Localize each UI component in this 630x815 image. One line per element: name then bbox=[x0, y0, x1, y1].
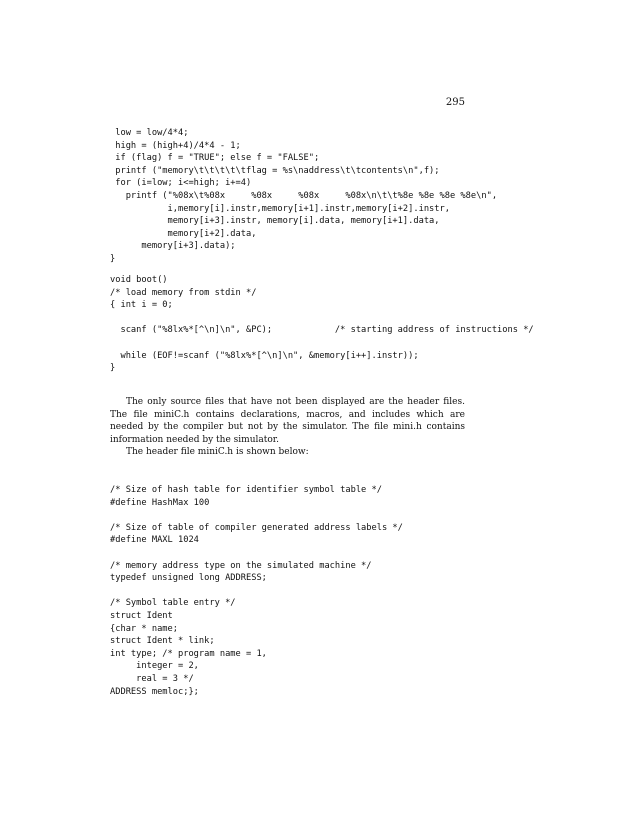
code-line: low = low/4*4; bbox=[110, 128, 189, 138]
code-block-minic-header bbox=[110, 484, 403, 698]
code-line: for (i=low; i<=high; i+=4) bbox=[110, 178, 252, 189]
body-text bbox=[110, 396, 465, 459]
code-line: /* memory address type on the simulated machine */ bbox=[110, 560, 372, 571]
code-line: void boot() bbox=[110, 275, 168, 285]
code-block-dump-memory bbox=[110, 127, 497, 266]
code-line: memory[i+3].instr, memory[i].data, memory[i+1].data, bbox=[110, 216, 440, 227]
paragraph-header-files: The only source files that have not been displayed are the header files. The file miniC.h contains declarations, macros, and includes which are needed by the compiler but not by the simulator. The file mini.h contains information needed by the simulator. bbox=[110, 397, 465, 445]
code-line: /* Symbol table entry */ bbox=[110, 598, 236, 609]
code-line: int type; /* program name = 1, bbox=[110, 648, 267, 659]
code-line: integer = 2, bbox=[110, 661, 199, 672]
code-line: struct Ident bbox=[110, 610, 173, 621]
code-line: printf ("memory\t\t\t\t\tflag = %s\naddress\t\tcontents\n",f); bbox=[110, 165, 440, 176]
code-line: #define MAXL 1024 bbox=[110, 535, 199, 546]
code-line: #define HashMax 100 bbox=[110, 497, 210, 508]
code-line: struct Ident * link; bbox=[110, 636, 215, 647]
code-line: high = (high+4)/4*4 - 1; bbox=[110, 140, 241, 151]
code-line: /* Size of table of compiler generated address labels */ bbox=[110, 522, 403, 533]
code-line bbox=[110, 312, 534, 325]
code-line: i,memory[i].instr,memory[i+1].instr,memory[i+2].instr, bbox=[110, 203, 450, 214]
code-line: /* load memory from stdin */ bbox=[110, 287, 257, 298]
code-line: memory[i+3].data); bbox=[110, 241, 236, 252]
code-block-boot-function bbox=[110, 274, 534, 375]
code-line: ADDRESS memloc;}; bbox=[110, 686, 199, 697]
code-line: { int i = 0; bbox=[110, 300, 173, 311]
code-line: printf ("%08x\t%08x %08x %08x %08x\n\t\t%8e %8e %8e %8e\n", bbox=[110, 190, 498, 201]
code-line bbox=[110, 509, 403, 522]
code-line: real = 3 */ bbox=[110, 673, 194, 684]
code-line: } bbox=[110, 363, 116, 374]
code-line: typedef unsigned long ADDRESS; bbox=[110, 573, 267, 584]
page-number: 295 bbox=[445, 97, 465, 108]
paragraph-minic-intro: The header file miniC.h is shown below: bbox=[126, 447, 309, 458]
code-line: scanf ("%8lx%*[^\n]\n", &PC); /* starting address of instructions */ bbox=[110, 325, 534, 336]
code-line bbox=[110, 547, 403, 560]
code-line: if (flag) f = "TRUE"; else f = "FALSE"; bbox=[110, 153, 320, 164]
code-line bbox=[110, 585, 403, 598]
code-line bbox=[110, 337, 534, 350]
code-line: while (EOF!=scanf ("%8lx%*[^\n]\n", &memory[i++].instr)); bbox=[110, 350, 419, 361]
code-line: /* Size of hash table for identifier symbol table */ bbox=[110, 485, 382, 495]
code-line: memory[i+2].data, bbox=[110, 228, 257, 239]
code-line: } bbox=[110, 253, 116, 264]
code-line: {char * name; bbox=[110, 623, 178, 634]
